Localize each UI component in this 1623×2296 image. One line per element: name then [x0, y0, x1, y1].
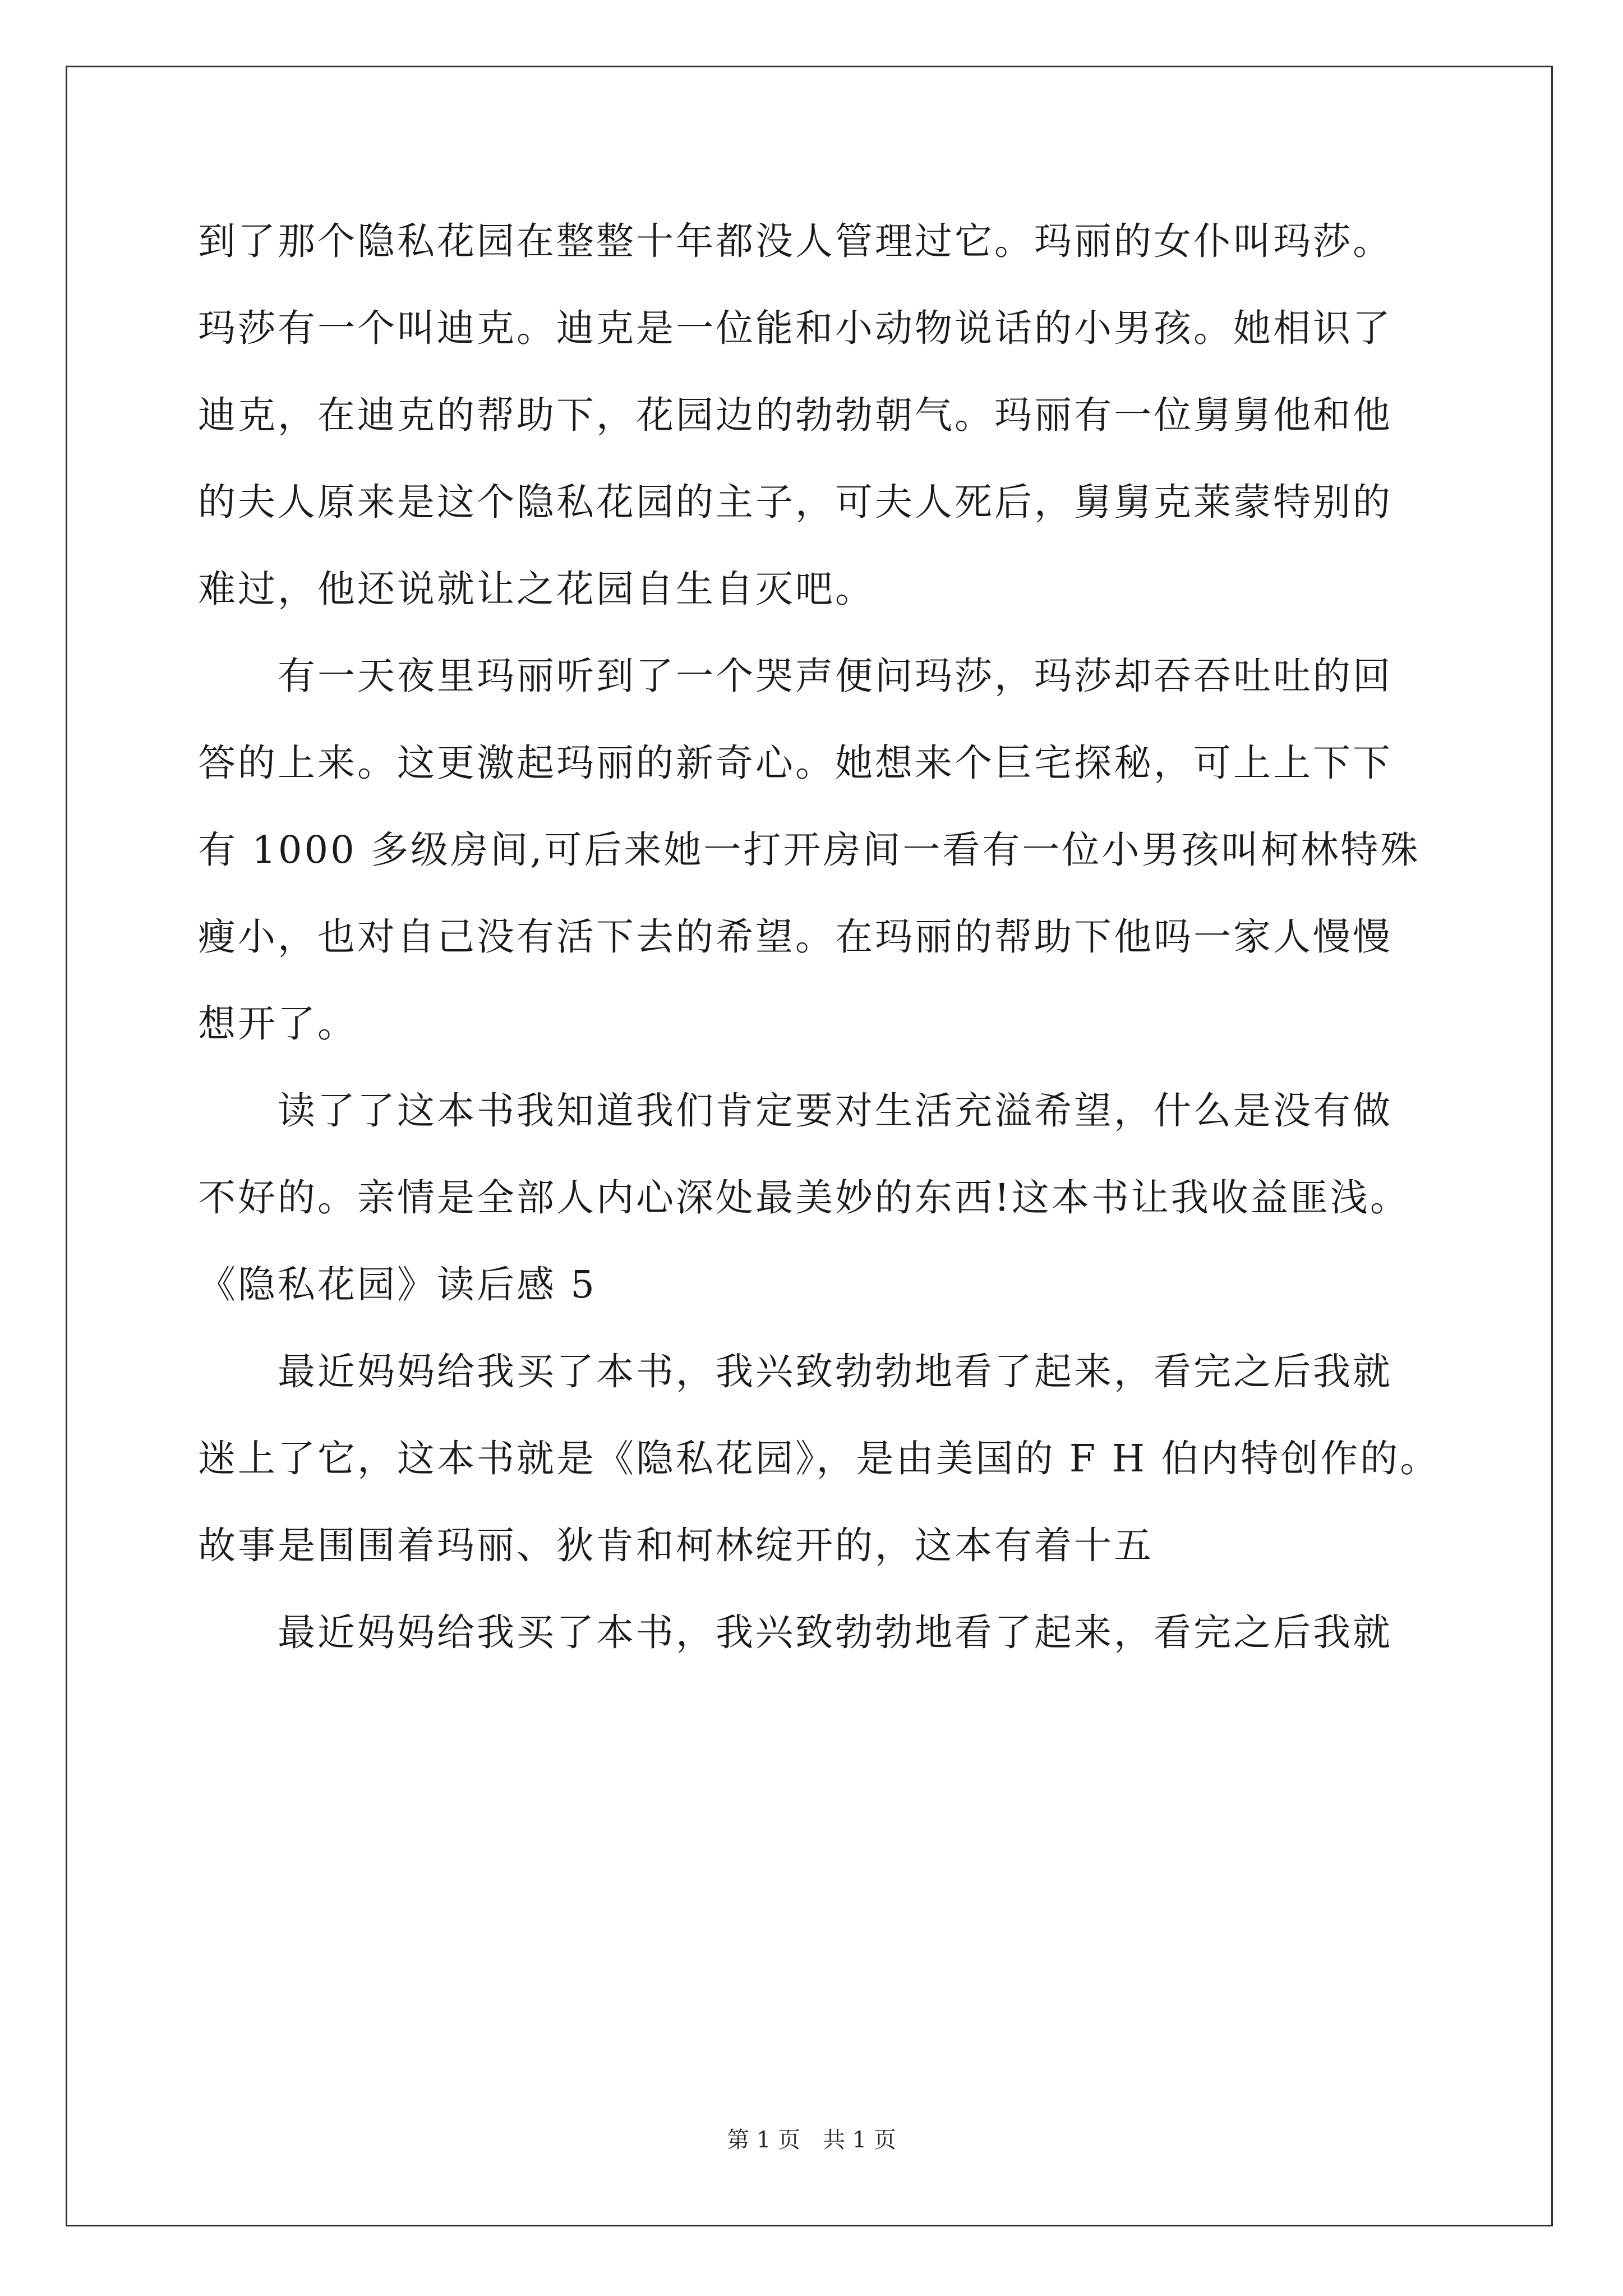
text-line: 到了那个隐私花园在整整十年都没人管理过它。玛丽的女仆叫玛莎。	[198, 219, 1393, 263]
text-line: 有 1000 多级房间,可后来她一打开房间一看有一位小男孩叫柯林特殊	[198, 828, 1421, 872]
text-line: 迷上了它，这本书就是《隐私花园》，是由美国的 F H 伯内特创作的。	[198, 1437, 1440, 1480]
text-line: 读了了这本书我知道我们肯定要对生活充溢希望，什么是没有做	[198, 1089, 1393, 1133]
page-number: 第 1 页	[727, 2127, 800, 2153]
text-line: 想开了。	[198, 1002, 357, 1046]
text-line: 不好的。亲情是全部人内心深处最美妙的东西!这本书让我收益匪浅。	[198, 1176, 1410, 1220]
page-border	[66, 66, 1553, 2226]
section-heading: 《隐私花园》读后感 5	[198, 1263, 597, 1306]
text-line: 的夫人原来是这个隐私花园的主子，可夫人死后，舅舅克莱蒙特别的	[198, 480, 1393, 524]
text-line: 答的上来。这更激起玛丽的新奇心。她想来个巨宅探秘，可上上下下	[198, 741, 1393, 785]
text-line: 最近妈妈给我买了本书，我兴致勃勃地看了起来，看完之后我就	[198, 1611, 1393, 1654]
text-line: 故事是围围着玛丽、狄肯和柯林绽开的，这本有着十五	[198, 1524, 1154, 1567]
text-line: 难过，他还说就让之花园自生自灭吧。	[198, 567, 875, 611]
page-footer	[0, 2126, 1623, 2154]
text-line: 玛莎有一个叫迪克。迪克是一位能和小动物说话的小男孩。她相识了	[198, 306, 1393, 350]
text-line: 瘦小，也对自己没有活下去的希望。在玛丽的帮助下他吗一家人慢慢	[198, 915, 1393, 959]
page-total: 共 1 页	[823, 2127, 896, 2153]
text-line: 迪克，在迪克的帮助下，花园边的勃勃朝气。玛丽有一位舅舅他和他	[198, 393, 1393, 437]
text-line: 有一天夜里玛丽听到了一个哭声便问玛莎，玛莎却吞吞吐吐的回	[198, 654, 1393, 698]
text-line: 最近妈妈给我买了本书，我兴致勃勃地看了起来，看完之后我就	[198, 1350, 1393, 1393]
